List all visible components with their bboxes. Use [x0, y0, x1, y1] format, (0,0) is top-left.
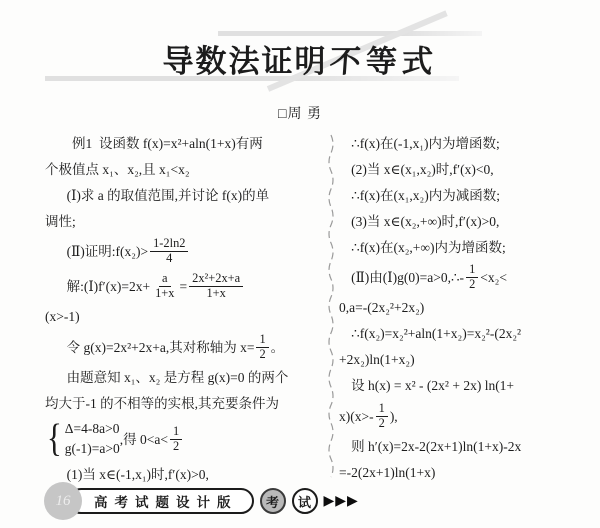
text-line — [45, 272, 323, 301]
math-cases: { Δ=4-8a>0 g(-1)=a>0 — [46, 417, 120, 461]
text-line — [339, 185, 570, 205]
text-run: 均大于-1 的不相等的实根,其充要条件为 — [45, 395, 279, 411]
text-line — [339, 376, 570, 396]
page-title — [0, 36, 600, 81]
text-line — [339, 211, 570, 231]
journal-banner: 高考试题设计版 — [68, 488, 254, 514]
text-line — [339, 298, 570, 318]
seal-shi-icon: 试 — [292, 488, 318, 514]
text-line — [339, 133, 570, 153]
math-fraction: $\frac{1}{2}$ — [466, 263, 478, 292]
text-run: 设 h(x) = x² - (2x² + 2x) ln(1+ — [351, 378, 515, 394]
text-run: (Ⅱ)证明:f(x₂)> — [66, 243, 149, 259]
text-line — [45, 211, 323, 231]
text-run: ,得 0<a< — [119, 431, 168, 447]
left-column — [45, 133, 323, 481]
text-run: +2x₂)ln(1+x₂) — [339, 352, 415, 368]
text-line — [45, 367, 323, 387]
text-line — [339, 463, 570, 483]
text-run: ∴f(x₂)=x₂²+aln(1+x₂)=x₂²-(2x₂² — [351, 326, 522, 342]
text-line — [339, 324, 570, 344]
text-line — [45, 417, 323, 461]
text-run: (Ⅰ)求 a 的取值范围,并讨论 f(x)的单 — [66, 187, 270, 203]
text-line — [45, 185, 323, 205]
text-run: (Ⅱ)由(Ⅰ)g(0)=a>0,∴- — [351, 269, 465, 285]
text-run: 令 g(x)=2x²+2x+a,其对称轴为 x= — [66, 339, 255, 355]
math-fraction: $\frac{1}{2}$ — [170, 425, 182, 454]
text-run: ), — [389, 408, 398, 424]
text-run: 解:(Ⅰ)f′(x)=2x+ — [66, 278, 151, 294]
seal-kao-icon: 考 — [260, 488, 286, 514]
brace-icon: { — [46, 417, 62, 461]
text-line — [45, 393, 323, 413]
text-line — [339, 437, 570, 457]
title-handwritten-part: 不等式 — [328, 44, 439, 79]
text-run: 调性; — [45, 213, 76, 229]
page-number-badge: 16 — [44, 482, 82, 520]
text-run: 则 h′(x)=2x-2(2x+1)ln(1+x)-2x — [351, 439, 522, 455]
right-column — [339, 133, 570, 481]
text-line — [339, 402, 570, 431]
math-fraction: $\frac{1-2\ln 2}{4}$ — [150, 237, 188, 266]
math-fraction: $\frac{1}{2}$ — [256, 333, 268, 362]
wavy-divider-line — [326, 133, 336, 481]
text-run: ∴f(x)在(x₂,+∞)内为增函数; — [351, 239, 506, 255]
text-run: 。 — [270, 339, 285, 355]
text-run: 0,a=-(2x₂²+2x₂) — [339, 300, 425, 316]
title-regular-part: 导数法证明 — [162, 44, 328, 79]
math-fraction: $\frac{a}{1+x}$ — [155, 270, 175, 300]
page-footer — [44, 482, 359, 520]
text-line — [339, 263, 570, 292]
text-line — [45, 237, 323, 266]
text-run: 例1 设函数 f(x)=x²+aln(1+x)有两 — [72, 135, 263, 151]
text-line — [339, 159, 570, 179]
text-run: (3)当 x∈(x₂,+∞)时,f′(x)>0, — [351, 213, 500, 229]
text-run: ∴f(x)在(-1,x₁)内为增函数; — [351, 135, 500, 151]
text-line — [45, 307, 323, 327]
math-fraction: $\frac{\text{2x²+2x+a}}{1+x}$ — [189, 272, 243, 301]
text-line — [45, 133, 323, 153]
text-line — [339, 350, 570, 370]
text-run: 由题意知 x₁、x₂ 是方程 g(x)=0 的两个 — [66, 369, 289, 385]
text-run: x>- — [354, 408, 374, 424]
text-run: (1)当 x∈(-1,x₁)时,f′(x)>0, — [66, 467, 209, 483]
text-line — [45, 159, 323, 179]
text-run: 个极值点 x₁、x₂,且 x₁<x₂ — [45, 161, 190, 177]
footer-arrows-icon: ▶▶▶ — [323, 493, 359, 509]
text-run: (2)当 x∈(x₁,x₂)时,f′(x)<0, — [351, 161, 494, 177]
text-run: <x₂< — [480, 269, 507, 285]
text-run: x)( — [339, 408, 355, 424]
article-body — [45, 133, 570, 481]
text-run: =-2(2x+1)ln(1+x) — [339, 465, 436, 481]
text-run: (x>-1) — [45, 309, 80, 325]
text-run: ∴f(x)在(x₁,x₂)内为减函数; — [351, 187, 500, 203]
author-line: □周 勇 — [278, 107, 322, 122]
text-line — [339, 237, 570, 257]
column-divider — [323, 133, 339, 481]
text-run: = — [179, 278, 188, 294]
text-line — [45, 333, 323, 362]
math-fraction: $\frac{1}{2}$ — [376, 402, 388, 431]
